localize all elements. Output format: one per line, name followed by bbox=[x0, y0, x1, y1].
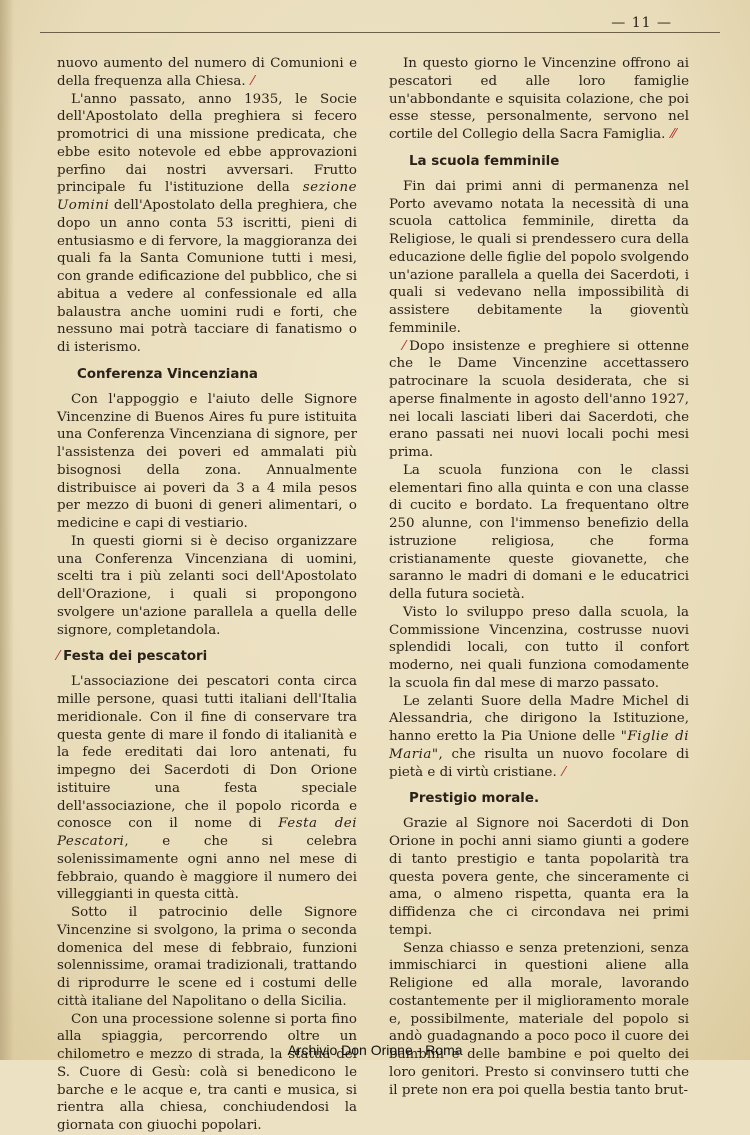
paragraph: Grazie al Signore noi Sacerdoti di Don Orione in pochi anni siamo giunti a godere di tanto prestigio e tanta popolarità tra questa povera gente, che sinceramente ci ama, o almeno rispetta, quanta era la diffidenza che ci circondava nei primi tempi. bbox=[389, 816, 689, 938]
paragraph: L'associazione dei pescatori conta circa mille persone, quasi tutti italiani dell'Italia meridionale. Con il fine di conservare tra questa gente di mare il fondo di italianità e la fede ereditati dai loro antenati, fu impegno dei Sacerdoti di Don Orione istituire una festa speciale dell'associazione, che il popolo ricorda e conosce con il nome di Festa dei Pescatori, e che si celebra solenissimamente ogni anno nel mese di febbraio, quando è maggiore il numero dei villeggianti in questa città. bbox=[57, 674, 357, 903]
paragraph: Senza chiasso e senza pretenzioni, senza immischiarci in questioni aliene alla Religione ed alla morale, lavorando costantemente per il miglioramento morale e, possibilmente, materiale del popolo si andò guadagnando a poco poco il cuore dei bambini e delle bambine e poi quelto dei loro genitori. Presto si convinsero tutti che il prete non era poi quella bestia tanto brut- bbox=[389, 940, 689, 1098]
paragraph: Le zelanti Suore della Madre Michel di Alessandria, che dirigono la Istituzione, hanno eretto la Pia Unione delle "Figlie di Maria", che risulta un nuovo focolare di pietà e di virtù cristiane. ⁄ bbox=[389, 693, 689, 780]
paragraph: In questo giorno le Vincenzine offrono ai pescatori ed alle loro famiglie un'abbondante e squisita colazione, che poi esse stesse, personalmente, servono nel cortile del Collegio della Sacra Famiglia. ⁄⁄ bbox=[389, 56, 689, 142]
section-heading: Conferenza Vincenziana bbox=[77, 366, 258, 382]
paragraph: nuovo aumento del numero di Comunioni e della frequenza alla Chiesa. ⁄ bbox=[57, 56, 357, 89]
red-pencil-mark-icon: ⁄ bbox=[403, 338, 406, 354]
section-heading: Prestigio morale. bbox=[409, 791, 540, 807]
left-column bbox=[57, 55, 357, 1135]
archive-caption: Archivio Don Orione - Roma bbox=[287, 1042, 463, 1058]
red-pencil-mark-icon: ⁄ bbox=[562, 764, 565, 780]
paragraph: Fin dai primi anni di permanenza nel Porto avevamo notata la necessità di una scuola cattolica femminile, diretta da Religiose, le quali si prendessero cura della educazione delle figlie del popolo svolgendo un'azione parallela a quella dei Sacerdoti, i quali si vedevano nella impossibilità di assistere debitamente la gioventù femminile. bbox=[389, 178, 689, 336]
section-heading: ⁄ Festa dei pescatori bbox=[57, 649, 208, 665]
section-heading: La scuola femminile bbox=[409, 153, 560, 169]
paragraph: Sotto il patrocinio delle Signore Vincenzine si svolgono, la prima o seconda domenica del mese di febbraio, funzioni solennissime, oramai tradizionali, trattando di riprodurre le scene ed i costumi delle città italiane del Napolitano o della Sicilia. bbox=[57, 905, 357, 1009]
red-pencil-mark-icon: ⁄⁄ bbox=[671, 127, 676, 142]
header-rule bbox=[40, 32, 720, 33]
red-pencil-mark-icon: ⁄ bbox=[251, 73, 254, 89]
paragraph: ⁄ Dopo insistenze e preghiere si ottenne che le Dame Vincenzine accettassero patrocinare la scuola desiderata, che si aperse finalmente in agosto dell'anno 1927, nei locali lasciati liberi dai Sacerdoti, che erano passati nei nuovi locali pochi mesi prima. bbox=[389, 338, 689, 460]
paragraph: L'anno passato, anno 1935, le Socie dell'Apostolato della preghiera si fecero promotrici di una missione predicata, che ebbe esito notevole ed ebbe approvazioni perfino dai nostri avversari. Frutto principale fu l'istituzione della sezione Uomini dell'Apostolato della preghiera, che dopo un anno conta 53 iscritti, pieni di entusiasmo e di fervore, la maggioranza dei quali fa la Santa Comunione tutti i mesi, con grande edificazione del pubblico, che si abitua a vedere al confessionale ed alla balaustra anche uomini rudi e forti, che nessuno mai potrà tacciare di fanatismo o di isterismo. bbox=[57, 91, 357, 355]
page-edge-shadow bbox=[0, 0, 14, 1060]
paragraph: Con una processione solenne si porta fino alla spiaggia, percorrendo oltre un chilometro e mezzo di strada, la statua del S. Cuore di Gesù: colà si benedicono le barche e le acque e, tra canti e musica, si rientra alla chiesa, conchiudendosi la giornata con giuochi popolari. bbox=[57, 1011, 357, 1133]
paragraph: In questi giorni si è deciso organizzare una Conferenza Vincenziana di uomini, scelti tra i più zelanti soci dell'Apostolato dell'Orazione, i quali si propongono svolgere un'azione parallela a quella delle signore, completandola. bbox=[57, 533, 357, 638]
right-column bbox=[389, 55, 689, 1099]
paragraph: La scuola funziona con le classi elementari fino alla quinta e con una classe di cucito e bordato. La frequentano oltre 250 alunne, con l'immenso benefizio della istruzione religiosa, che forma cristianamente queste giovanette, che saranno le madri di domani e le educatrici della futura società. bbox=[389, 462, 689, 602]
red-pencil-mark-icon: ⁄ bbox=[57, 649, 60, 665]
paragraph: Con l'appoggio e l'aiuto delle Signore Vincenzine di Buenos Aires fu pure istituita una Conferenza Vincenziana di signore, per l'assistenza dei poveri ed ammalati più bisognosi della zona. Annualmente distribuisce ai poveri da 3 a 4 mila pesos per mezzo di buoni di generi alimentari, o medicine e capi di vestiario. bbox=[57, 391, 357, 531]
page-number: — 11 — bbox=[611, 15, 672, 31]
paragraph: Visto lo sviluppo preso dalla scuola, la Commissione Vincenzina, costrusse nuovi splendidi locali, con tutto il confort moderno, nei quali funziona comodamente la scuola fin dal mese di marzo passato. bbox=[389, 604, 689, 691]
